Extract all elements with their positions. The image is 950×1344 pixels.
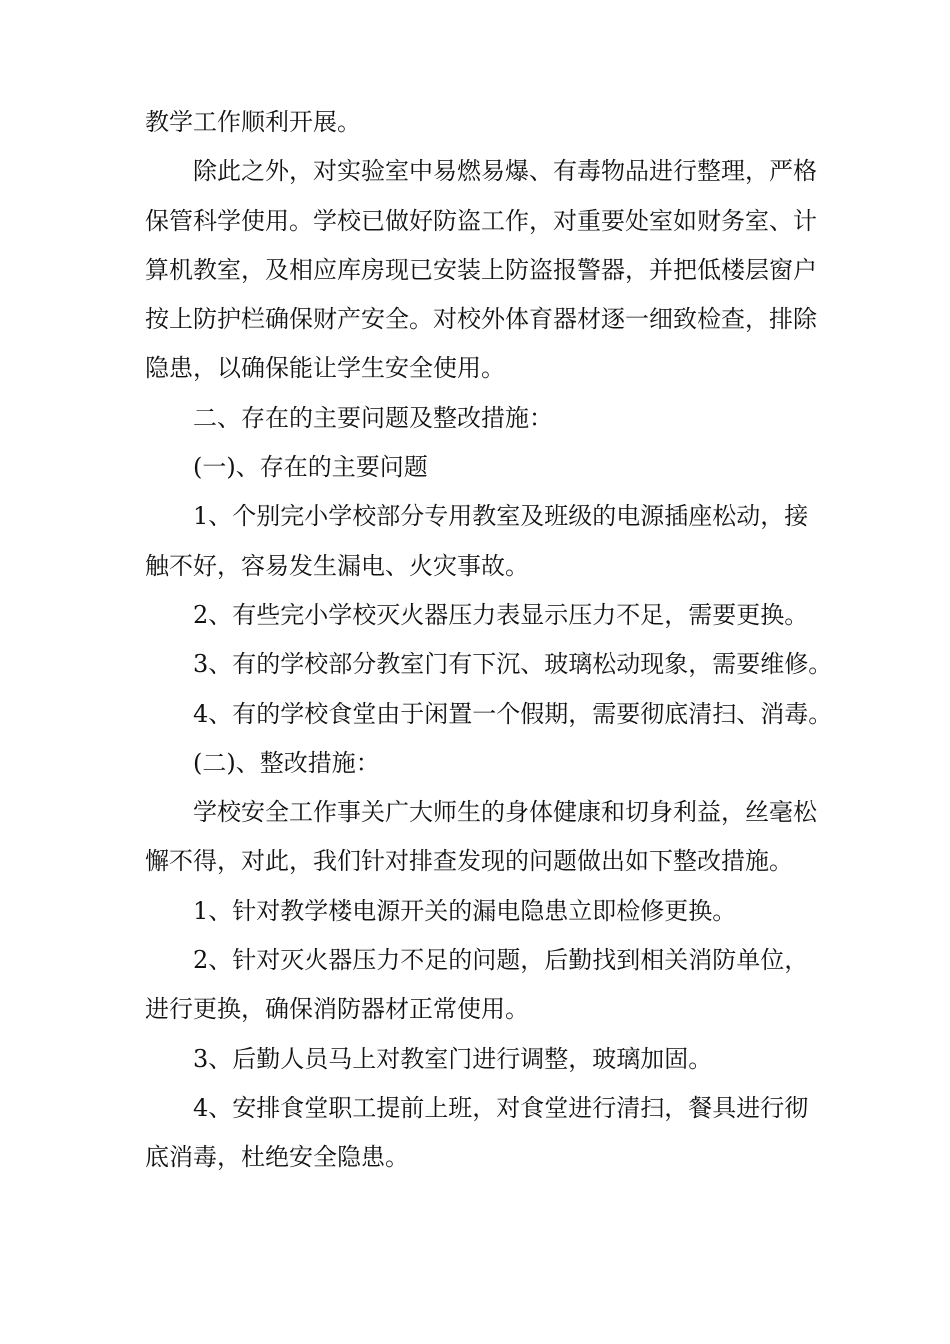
subsection-heading: (一)、存在的主要问题 [193, 453, 428, 482]
text-line: 隐患，以确保能让学生安全使用。 [145, 354, 505, 383]
text-line: 进行更换，确保消防器材正常使用。 [145, 995, 529, 1024]
text-line: 懈不得，对此，我们针对排查发现的问题做出如下整改措施。 [145, 847, 793, 876]
list-item: 1、针对教学楼电源开关的漏电隐患立即检修更换。 [193, 896, 737, 925]
document-body [145, 98, 833, 1183]
list-item: 3、有的学校部分教室门有下沉、玻璃松动现象，需要维修。 [193, 650, 833, 679]
text-line: 学校安全工作事关广大师生的身体健康和切身利益，丝毫松 [193, 798, 817, 827]
list-item: 2、有些完小学校灭火器压力表显示压力不足，需要更换。 [193, 600, 809, 629]
text-line: 按上防护栏确保财产安全。对校外体育器材逐一细致检查，排除 [145, 305, 817, 334]
list-item: 4、安排食堂职工提前上班，对食堂进行清扫，餐具进行彻 [193, 1093, 809, 1122]
text-line: 除此之外，对实验室中易燃易爆、有毒物品进行整理，严格 [193, 157, 817, 186]
subsection-heading: (二)、整改措施： [193, 748, 380, 777]
list-item: 4、有的学校食堂由于闲置一个假期，需要彻底清扫、消毒。 [193, 699, 833, 728]
text-line: 教学工作顺利开展。 [145, 108, 361, 136]
list-item: 1、个别完小学校部分专用教室及班级的电源插座松动，接 [193, 502, 809, 531]
list-item: 2、针对灭火器压力不足的问题，后勤找到相关消防单位， [193, 946, 809, 975]
text-line: 算机教室，及相应库房现已安装上防盗报警器，并把低楼层窗户 [145, 255, 817, 284]
text-line: 触不好，容易发生漏电、火灾事故。 [145, 551, 529, 580]
list-item: 3、后勤人员马上对教室门进行调整，玻璃加固。 [193, 1044, 713, 1073]
text-line: 底消毒，杜绝安全隐患。 [145, 1143, 409, 1172]
section-heading: 二、存在的主要问题及整改措施： [193, 403, 553, 432]
text-line: 保管科学使用。学校已做好防盗工作，对重要处室如财务室、计 [145, 206, 817, 235]
